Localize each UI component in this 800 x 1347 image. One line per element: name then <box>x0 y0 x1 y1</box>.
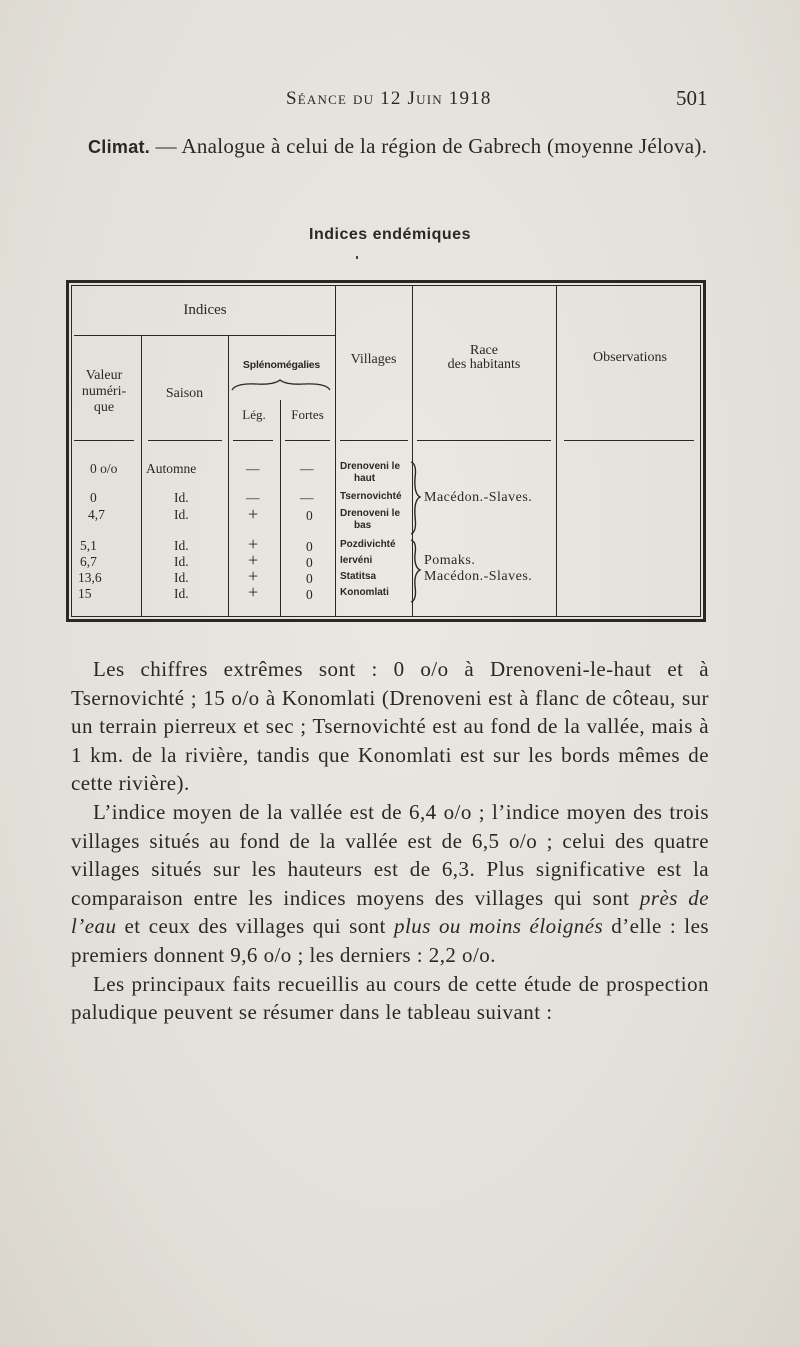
cell-fortes: 0 <box>306 587 313 602</box>
col-divider-fortes <box>280 400 281 617</box>
village-line: Pozdivichté <box>340 539 396 550</box>
header-valeur <box>66 368 142 416</box>
cell-valeur: 15 <box>78 586 92 601</box>
race-group-macedon: Macédon.-Slaves. <box>424 490 533 505</box>
col-divider-observations <box>556 285 557 617</box>
cell-saison: Id. <box>174 538 189 553</box>
header-saison: Saison <box>165 386 204 401</box>
col-divider-splenomegalies <box>228 336 229 617</box>
paragraph <box>71 798 709 970</box>
cell-leg: + <box>248 504 259 524</box>
header-valeur-line: numéri- <box>81 384 127 399</box>
splenomegalies-brace-icon <box>230 378 332 394</box>
header-race-line: des habitants <box>447 357 521 372</box>
cell-valeur: 0 o/o <box>90 461 118 476</box>
running-head: Séance du 12 Juin 1918 <box>286 88 492 109</box>
header-splenomegalies: Splénomégalies <box>242 359 321 371</box>
cell-village <box>340 539 396 551</box>
text-run: L’indice moyen de la vallée est de 6,4 o/o ; l’indice moyen des trois villages situés au fond de la vallée est de 6,5 o/o ; celui des quatre villages situés sur les hauteurs est de 6,3. Plus significative est la comparaison entre les indices moyens des villages qui sont <box>71 799 709 910</box>
cell-fortes: — <box>300 490 314 505</box>
climat-text: — Analogue à celui de la région de Gabrech (moyenne Jélova). <box>150 134 708 158</box>
cell-valeur: 4,7 <box>88 507 105 522</box>
italic-run: plus ou moins éloignés <box>394 914 604 939</box>
cell-saison: Id. <box>174 507 189 522</box>
italic-run: près de l’eau <box>71 885 710 939</box>
header-race-line: Race <box>470 343 498 358</box>
header-leg: Lég. <box>242 407 266 422</box>
cell-fortes: 0 <box>306 539 313 554</box>
header-rule <box>417 440 551 441</box>
climat-paragraph <box>88 132 718 162</box>
header-rule <box>564 440 694 441</box>
indices-underline <box>74 335 336 336</box>
header-observations: Observations <box>593 350 667 365</box>
print-speck <box>356 256 358 259</box>
cell-fortes: 0 <box>306 555 313 570</box>
cell-fortes: — <box>300 461 314 476</box>
header-valeur-line: que <box>93 400 115 415</box>
cell-leg: + <box>248 582 259 602</box>
cell-fortes: 0 <box>306 508 313 523</box>
village-line: Konomlati <box>340 587 389 598</box>
cell-valeur: 5,1 <box>80 538 97 553</box>
header-race <box>412 344 556 372</box>
cell-village <box>340 555 372 567</box>
village-line: Drenoveni le <box>340 461 401 472</box>
cell-leg: + <box>248 566 259 586</box>
cell-village <box>340 491 402 503</box>
table-title: Indices endémiques <box>309 226 471 243</box>
cell-fortes: 0 <box>306 571 313 586</box>
header-fortes: Fortes <box>291 407 324 422</box>
header-rule <box>285 440 330 441</box>
header-villages: Villages <box>350 352 397 367</box>
header-rule <box>74 440 134 441</box>
cell-leg: — <box>246 490 260 505</box>
cell-valeur: 6,7 <box>80 554 97 569</box>
text-run: d’elle : les premiers donnent 9,6 o/o ; les derniers : 2,2 o/o. <box>71 914 709 967</box>
cell-saison: Id. <box>174 554 189 569</box>
paragraph: Les chiffres extrêmes sont : 0 o/o à Drenoveni-le-haut et à Tsernovichté ; 15 o/o à Konomlati (Drenoveni est à flanc de côteau, sur un terrain pierreux et sec ; Tsernovichté est au fond de la vallée, mais à 1 km. de la rivière, tandis que Konomlati est sur les bords mêmes de cette rivière). <box>71 657 709 796</box>
village-line: bas <box>354 520 372 531</box>
race-group-pomaks: Pomaks. <box>424 553 476 568</box>
cell-valeur: 13,6 <box>78 570 102 585</box>
header-valeur-line: Valeur <box>85 368 123 383</box>
cell-village <box>340 587 389 599</box>
body-text <box>71 655 709 1027</box>
cell-leg: + <box>248 534 259 554</box>
village-line: Iervéni <box>340 555 373 566</box>
text-run: et ceux des villages qui sont <box>116 914 395 939</box>
cell-village <box>340 508 400 532</box>
header-indices: Indices <box>183 302 227 318</box>
cell-leg: + <box>248 550 259 570</box>
village-line: Statitsa <box>340 571 377 582</box>
cell-saison: Id. <box>174 490 189 505</box>
paragraph: Les principaux faits recueillis au cours de cette étude de prospection paludique peuvent se résumer dans le tableau suivant : <box>71 971 709 1025</box>
village-line: Drenoveni le <box>340 508 401 519</box>
brace-group-1-icon <box>408 460 422 536</box>
cell-saison: Automne <box>146 461 197 476</box>
cell-village <box>340 571 376 583</box>
cell-leg: — <box>246 461 260 476</box>
climat-label: Climat. <box>88 137 151 157</box>
brace-group-2-icon <box>408 538 422 604</box>
header-rule <box>148 440 222 441</box>
race-group-macedon: Macédon.-Slaves. <box>424 569 533 584</box>
village-line: haut <box>354 473 376 484</box>
page-number: 501 <box>676 86 708 110</box>
cell-valeur: 0 <box>90 490 97 505</box>
cell-saison: Id. <box>174 586 189 601</box>
header-rule <box>340 440 408 441</box>
header-rule <box>233 440 273 441</box>
cell-saison: Id. <box>174 570 189 585</box>
cell-village <box>340 461 400 485</box>
village-line: Tsernovichté <box>340 491 402 502</box>
